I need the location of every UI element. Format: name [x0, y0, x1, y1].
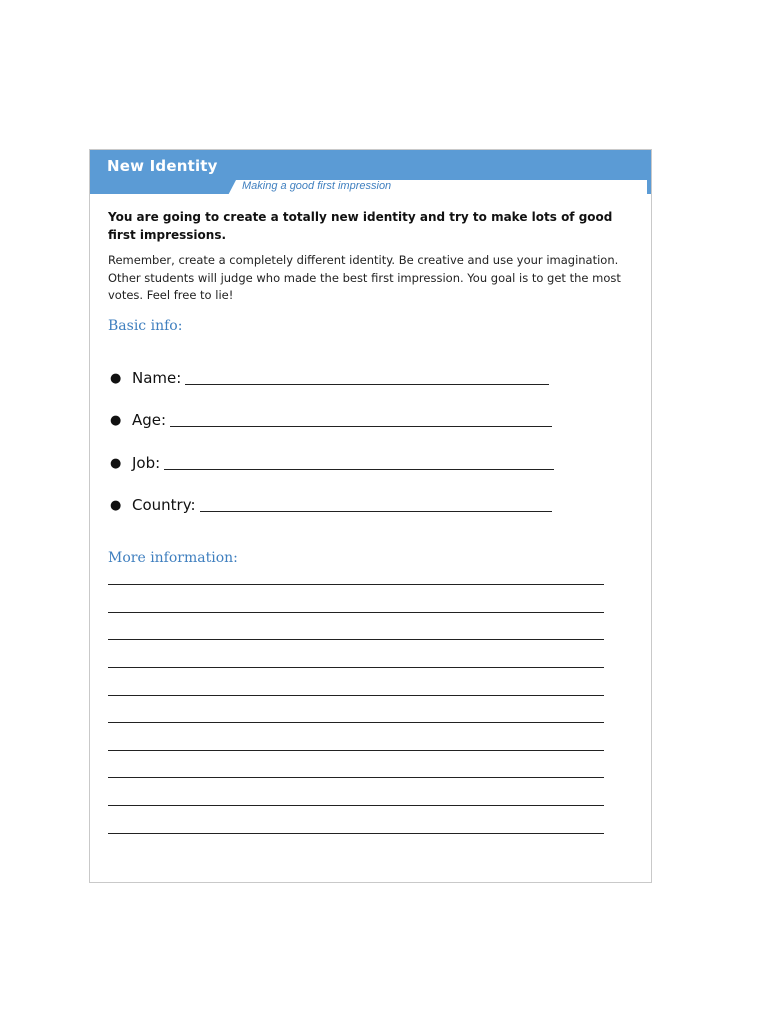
age-field-row: [110, 411, 552, 429]
more-info-line[interactable]: [108, 667, 604, 668]
more-info-line[interactable]: [108, 612, 604, 613]
intro-description: Remember, create a completely different identity. Be creative and use your imagination. Other students will judge who made the best first impression. You goal is to get the most votes. Feel free to lie!: [108, 253, 621, 302]
country-label: Country:: [132, 496, 196, 514]
worksheet-card: [89, 149, 652, 883]
age-label: Age:: [132, 411, 167, 429]
bullet-icon: ●: [110, 371, 122, 386]
more-info-line[interactable]: [108, 777, 604, 778]
header-tab-decoration: [90, 180, 236, 194]
more-info-line[interactable]: [108, 639, 604, 640]
more-info-line[interactable]: [108, 833, 604, 834]
job-field-row: [110, 454, 554, 472]
country-field-row: [110, 496, 552, 514]
basic-info-heading: Basic info:: [108, 318, 183, 334]
more-info-line[interactable]: [108, 695, 604, 696]
worksheet-title: New Identity: [107, 157, 218, 175]
job-label: Job:: [132, 454, 161, 472]
more-info-line[interactable]: [108, 805, 604, 806]
more-info-heading: More information:: [108, 550, 238, 566]
worksheet-subtitle: Making a good first impression: [242, 180, 392, 192]
name-label: Name:: [132, 369, 182, 387]
more-info-line[interactable]: [108, 584, 604, 585]
job-answer-line[interactable]: [164, 455, 554, 470]
header-bar: [90, 150, 651, 180]
bullet-icon: ●: [110, 456, 122, 471]
country-answer-line[interactable]: [200, 497, 552, 512]
more-info-line[interactable]: [108, 722, 604, 723]
bullet-icon: ●: [110, 498, 122, 513]
more-info-line[interactable]: [108, 750, 604, 751]
bullet-icon: ●: [110, 413, 122, 428]
name-answer-line[interactable]: [185, 370, 549, 385]
header-edge-decoration: [647, 180, 651, 194]
intro-instruction: You are going to create a totally new identity and try to make lots of good first impressions.: [108, 210, 613, 242]
age-answer-line[interactable]: [170, 412, 552, 427]
name-field-row: [110, 369, 549, 387]
